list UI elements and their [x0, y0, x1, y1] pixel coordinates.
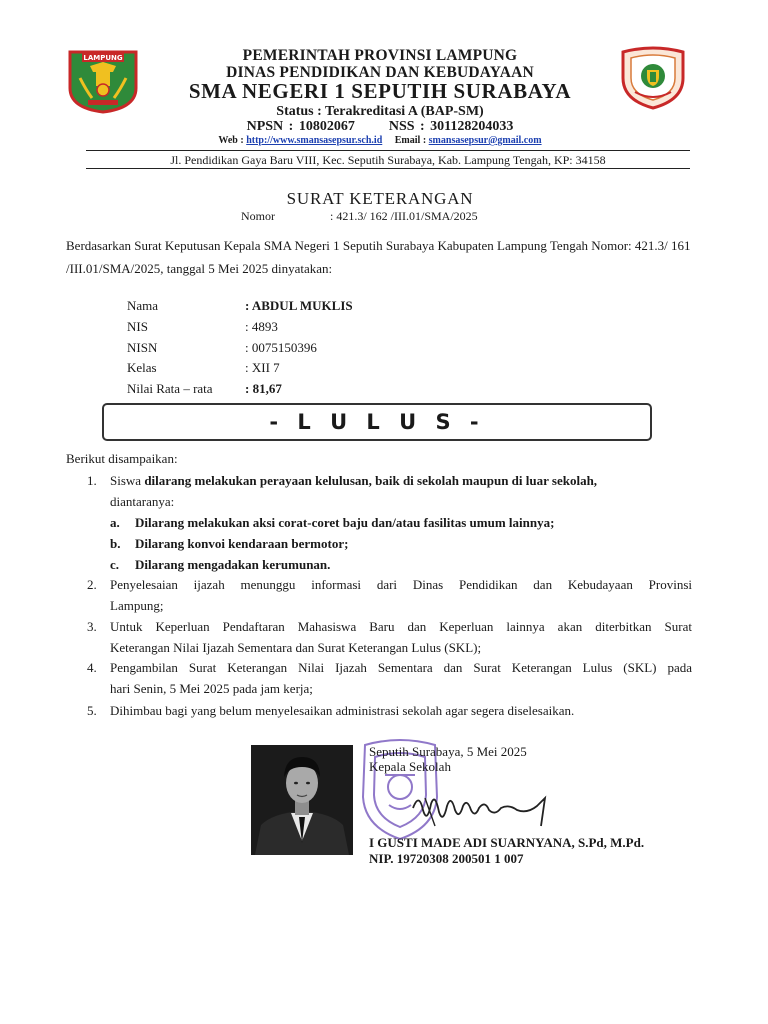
school-logo-icon: [617, 46, 689, 112]
field-label-nis: NIS: [127, 319, 148, 334]
item-3-number: 3.: [87, 619, 97, 634]
letter-title: SURAT KETERANGAN: [286, 189, 474, 208]
field-value-name: : ABDUL MUKLIS: [245, 298, 353, 313]
subitem-c-text: Dilarang mengadakan kerumunan.: [135, 557, 331, 572]
item-5-line-1: Dihimbau bagi yang belum menyelesaikan administrasi sekolah agar segera diselesaikan.: [110, 703, 575, 718]
field-label-nisn: NISN: [127, 340, 158, 355]
signature-place-date: Seputih Surabaya, 5 Mei 2025: [369, 744, 527, 759]
field-value-class: : XII 7: [245, 360, 280, 375]
header-ids: [140, 119, 620, 135]
email-link[interactable]: smansasepsur@gmail.com: [428, 135, 542, 146]
item-2-line-2: Lampung;: [110, 598, 164, 613]
lampung-logo-text: LAMPUNG: [83, 54, 123, 62]
header-nss: NSS : 301128204033: [388, 119, 514, 134]
item-4-line-2: hari Senin, 5 Mei 2025 pada jam kerja;: [110, 681, 313, 696]
header-npsn: NPSN : 10802067: [246, 119, 355, 134]
field-label-average: Nilai Rata – rata: [127, 381, 213, 396]
handwritten-signature: [405, 790, 555, 830]
item-1-line-1: [110, 473, 597, 489]
header-rule-bottom: [86, 168, 690, 169]
header-address: Jl. Pendidikan Gaya Baru VIII, Kec. Seputih Surabaya, Kab. Lampung Tengah, KP: 34158: [170, 153, 606, 167]
item-2-line-1: Penyelesaian ijazah menunggu informasi dari Dinas Pendidikan dan Kebudayaan Provinsi: [110, 577, 692, 592]
header-school-name: SMA NEGERI 1 SEPUTIH SURABAYA: [188, 79, 572, 103]
subitem-b-text: Dilarang konvoi kendaraan bermotor;: [135, 536, 349, 551]
item-4-number: 4.: [87, 660, 97, 675]
lampung-logo-icon: [66, 48, 140, 114]
header-government: PEMERINTAH PROVINSI LAMPUNG: [242, 47, 518, 64]
website-link[interactable]: http://www.smansasepsur.sch.id: [246, 135, 383, 146]
student-photo: [251, 745, 353, 855]
email-label: Email :: [394, 135, 427, 146]
field-value-nisn: : 0075150396: [245, 340, 317, 355]
header-rule-top: [86, 150, 690, 151]
berikut-heading: Berikut disampaikan:: [66, 451, 178, 466]
web-label: Web :: [218, 135, 244, 146]
subitem-a-text: Dilarang melakukan aksi corat-coret baju dan/atau fasilitas umum lainnya;: [135, 515, 555, 530]
field-value-average: : 81,67: [245, 381, 282, 396]
nomor-label: Nomor: [241, 209, 275, 223]
item-1-line-2: diantaranya:: [110, 494, 175, 509]
item-1-emphasis: dilarang melakukan perayaan kelulusan, baik di sekolah maupun di luar sekolah,: [144, 473, 598, 488]
signature-position: Kepala Sekolah: [369, 759, 451, 774]
field-label-name: Nama: [127, 298, 159, 313]
item-3-line-2: Keterangan Nilai Ijazah Sementara dan Surat Keterangan Lulus (SKL);: [110, 640, 482, 655]
header-status: Status : Terakreditasi A (BAP-SM): [276, 104, 484, 119]
result-status: - L U L U S -: [269, 410, 485, 434]
signatory-name: I GUSTI MADE ADI SUARNYANA, S.Pd, M.Pd.: [369, 835, 645, 850]
nomor-value: : 421.3/ 162 /III.01/SMA/2025: [330, 209, 478, 223]
item-4-line-1: Pengambilan Surat Keterangan Nilai Ijazah Sementara dan Surat Keterangan Lulus (SKL) pada: [110, 660, 692, 675]
item-1-number: 1.: [87, 473, 97, 488]
field-value-nis: : 4893: [245, 319, 278, 334]
item-1-lead: Siswa: [110, 473, 145, 488]
item-5-number: 5.: [87, 703, 97, 718]
item-2-number: 2.: [87, 577, 97, 592]
subitem-c-letter: c.: [110, 557, 120, 572]
item-3-line-1: Untuk Keperluan Pendaftaran Mahasiswa Baru dan Keperluan lainnya akan diterbitkan Surat: [110, 619, 692, 634]
header-department: DINAS PENDIDIKAN DAN KEBUDAYAAN: [226, 64, 534, 81]
field-label-class: Kelas: [127, 360, 157, 375]
subitem-b-letter: b.: [110, 536, 121, 551]
intro-paragraph: Berdasarkan Surat Keputusan Kepala SMA Negeri 1 Seputih Surabaya Kabupaten Lampung Tengah Nomor: 421.3/ 161 /III.01/SMA/2025, tanggal 5 Mei 2025 dinyatakan:: [66, 238, 691, 276]
signatory-nip: NIP. 19720308 200501 1 007: [369, 851, 524, 866]
header-contact: [140, 135, 620, 146]
subitem-a-letter: a.: [110, 515, 120, 530]
